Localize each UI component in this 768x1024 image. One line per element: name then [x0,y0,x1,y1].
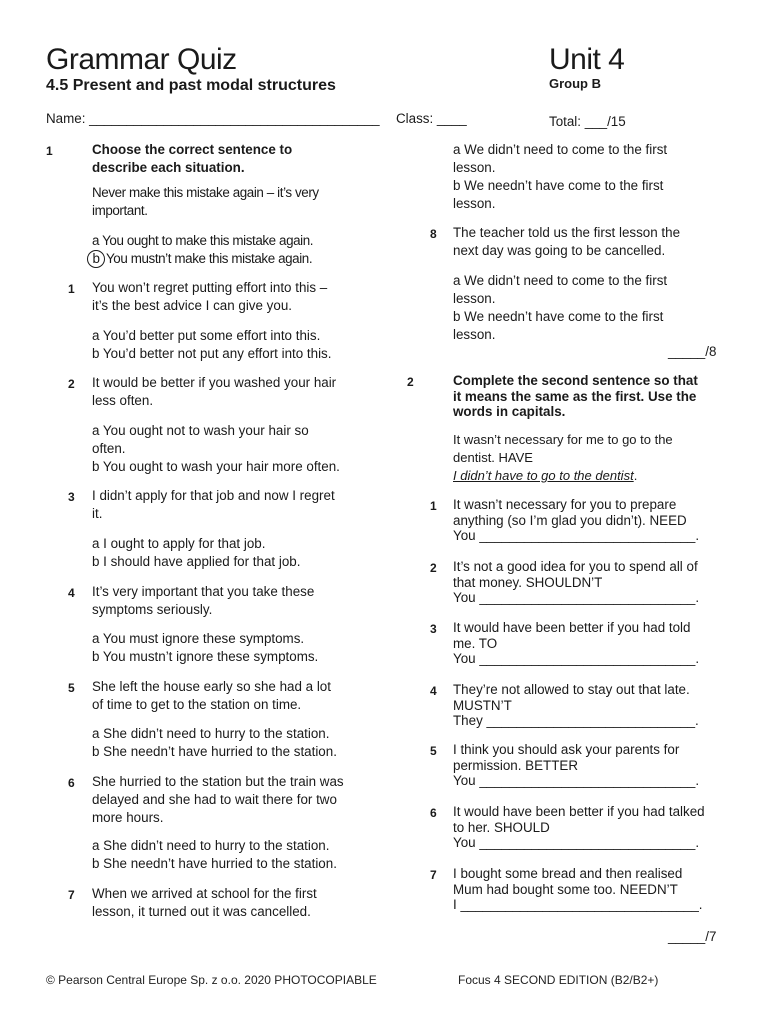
example-options: a You ought to make this mistake again. b You mustn’t make this mistake again. [92,232,313,268]
answer-input[interactable]: _____________________________. [479,528,700,543]
answer-circle: b [87,250,105,268]
question-number: 1 [68,282,75,296]
question-options[interactable]: a We didn’t need to come to the first lesson. b We needn’t have come to the first lesson. [453,273,668,342]
question-number: 2 [430,561,437,575]
example-question: Never make this mistake again – it’s very important. [92,185,319,218]
question-text: It would have been better if you had talked to her. SHOULD You _____________________________. [453,804,705,850]
question-number: 8 [430,227,437,241]
question-text: She left the house early so she had a lot of time to get to the station on time. [92,679,331,712]
question-text: It wasn’t necessary for you to prepare anything (so I’m glad you didn’t). NEED You _____________________________. [453,497,700,543]
question-number: 6 [430,806,437,820]
exercise-instruction: Choose the correct sentence to describe each situation. [92,142,293,175]
answer-input[interactable]: _____________________________. [479,651,700,666]
question-text: It’s not a good idea for you to spend all of that money. SHOULDN’T You _____________________________. [453,559,700,605]
question-number: 5 [430,744,437,758]
exercise-number: 2 [407,375,414,389]
question-text: They’re not allowed to stay out that late. MUSTN’T They ____________________________. [453,682,699,728]
question-text: The teacher told us the first lesson the next day was going to be cancelled. [453,225,681,258]
question-number: 4 [68,586,75,600]
question-number: 4 [430,684,437,698]
question-number: 3 [68,490,75,504]
page-subtitle: 4.5 Present and past modal structures [46,77,336,94]
question-options[interactable]: a You’d better put some effort into this. b You’d better not put any effort into this. [92,328,332,361]
example-question: It wasn’t necessary for me to go to the dentist. HAVE I didn’t have to go to the dentist. [453,432,673,483]
exercise-score: _____/7 [668,929,717,944]
question-number: 7 [68,888,75,902]
question-text: I think you should ask your parents for permission. BETTER You _____________________________. [453,742,700,788]
answer-input[interactable]: _____________________________. [479,590,700,605]
exercise-instruction: Complete the second sentence so that it means the same as the first. Use the words in capitals. [453,373,698,419]
answer-input[interactable]: _____________________________. [479,835,700,850]
question-text: It would be better if you washed your hair less often. [92,375,337,408]
question-text: I bought some bread and then realised Mum had bought some too. NEEDN’T I ________________________________. [453,866,703,912]
exercise-score: _____/8 [668,344,717,359]
question-text: It would have been better if you had told me. TO You _____________________________. [453,620,700,666]
question-number: 6 [68,776,75,790]
footer-copyright: © Pearson Central Europe Sp. z o.o. 2020 PHOTOCOPIABLE [46,973,377,987]
question-text: It’s very important that you take these symptoms seriously. [92,584,315,617]
question-number: 7 [430,868,437,882]
question-number: 5 [68,681,75,695]
name-field[interactable]: Name: _______________________________________ [46,111,380,126]
question-options[interactable]: a We didn’t need to come to the first lesson. b We needn’t have come to the first lesson. [453,142,668,211]
question-number: 3 [430,622,437,636]
question-options[interactable]: a You must ignore these symptoms. b You mustn’t ignore these symptoms. [92,631,319,664]
example-answer: I didn’t have to go to the dentist [453,468,634,483]
question-text: She hurried to the station but the train was delayed and she had to wait there for two more hours. [92,774,344,825]
exercise-number: 1 [46,144,53,158]
total-field: Total: ___/15 [549,114,626,129]
answer-input[interactable]: ________________________________. [460,897,703,912]
question-text: You won’t regret putting effort into this – it’s the best advice I can give you. [92,280,328,313]
question-number: 1 [430,499,437,513]
page-title: Grammar Quiz [46,43,237,76]
question-text: I didn’t apply for that job and now I regret it. [92,488,335,521]
group-label: Group B [549,76,601,91]
question-options[interactable]: a You ought not to wash your hair so often. b You ought to wash your hair more often. [92,423,340,474]
footer-edition: Focus 4 SECOND EDITION (B2/B2+) [458,973,659,987]
question-options[interactable]: a She didn’t need to hurry to the station. b She needn’t have hurried to the station. [92,838,337,871]
question-text: When we arrived at school for the first lesson, it turned out it was cancelled. [92,886,317,919]
answer-input[interactable]: ____________________________. [486,713,699,728]
unit-label: Unit 4 [549,43,625,76]
question-options[interactable]: a She didn’t need to hurry to the station. b She needn’t have hurried to the station. [92,726,337,759]
question-options[interactable]: a I ought to apply for that job. b I should have applied for that job. [92,536,301,569]
question-number: 2 [68,377,75,391]
class-field[interactable]: Class: ____ [396,111,467,126]
answer-input[interactable]: _____________________________. [479,773,700,788]
